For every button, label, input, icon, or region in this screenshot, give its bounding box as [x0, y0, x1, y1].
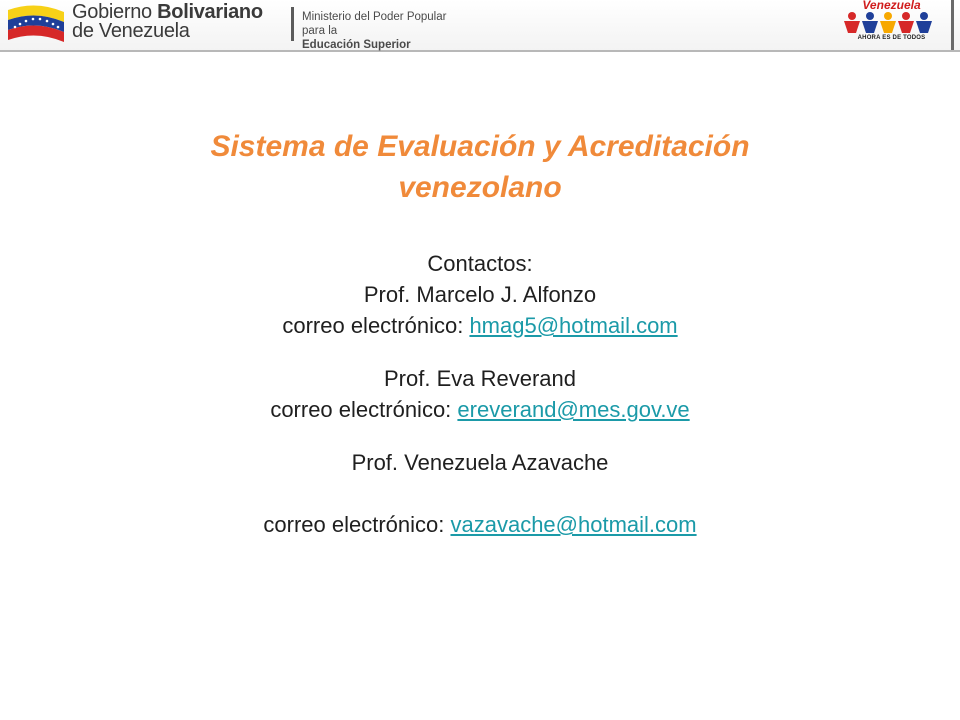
logo-word: Venezuela — [862, 0, 921, 12]
title-line1: Sistema de Evaluación y Acreditación — [210, 130, 750, 163]
gob-line1-a: Gobierno — [72, 1, 158, 23]
title-line2: venezolano — [398, 171, 562, 204]
contacts-section — [80, 248, 880, 478]
venezuela-logo — [840, 0, 943, 46]
contact-name: Prof. Venezuela Azavache — [351, 450, 609, 475]
government-name — [72, 3, 297, 41]
venezuela-flag-icon — [6, 2, 66, 44]
contact-email-row — [80, 310, 880, 341]
gob-line2: de Venezuela — [72, 20, 190, 42]
contact-email-row — [0, 512, 960, 538]
spacer — [80, 341, 880, 363]
contact-name: Prof. Eva Reverand — [384, 366, 576, 391]
gob-line1-b: Bolivariano — [157, 1, 263, 23]
header-right-rule — [951, 0, 954, 50]
email-link[interactable]: hmag5@hotmail.com — [469, 313, 678, 338]
people-figures-icon — [844, 11, 939, 35]
ministry-name — [302, 10, 522, 52]
contacts-heading: Contactos: — [427, 251, 533, 276]
contact-name: Prof. Marcelo J. Alfonzo — [363, 282, 597, 307]
logo-tagline: AHORA ES DE TODOS — [857, 35, 926, 41]
email-link[interactable]: ereverand@mes.gov.ve — [457, 397, 690, 422]
page-title — [80, 126, 880, 208]
ministry-line2-b: Educación Superior — [302, 39, 411, 51]
ministry-line1: Ministerio del Poder Popular — [302, 11, 447, 23]
email-label: correo electrónico: — [263, 512, 451, 537]
contact-email-row — [80, 394, 880, 425]
header-divider — [291, 7, 294, 41]
email-link[interactable]: vazavache@hotmail.com — [450, 512, 697, 537]
email-label: correo electrónico: — [282, 313, 470, 338]
ministry-line2-a: para la — [302, 25, 338, 37]
spacer — [80, 425, 880, 447]
header-banner — [0, 0, 960, 52]
email-label: correo electrónico: — [270, 397, 458, 422]
